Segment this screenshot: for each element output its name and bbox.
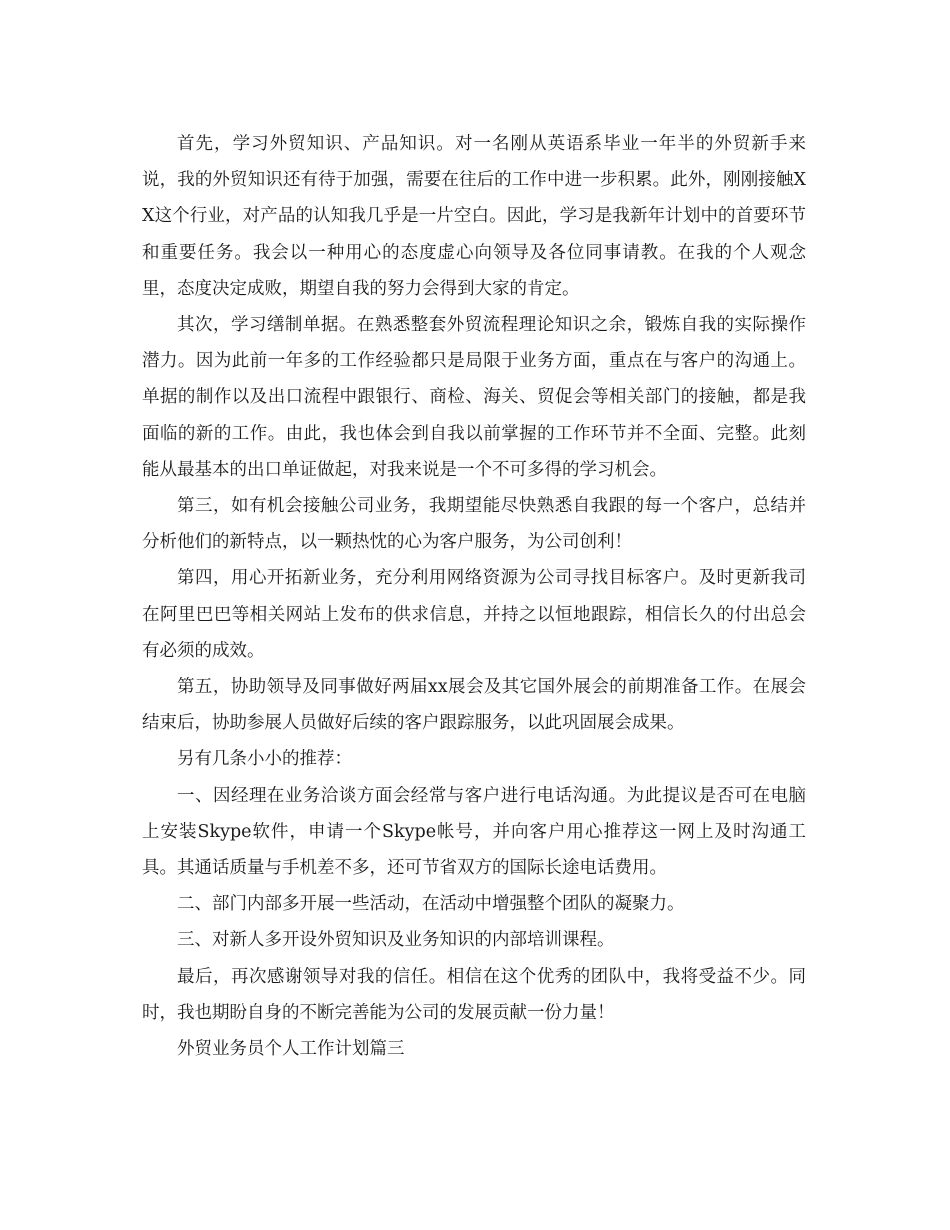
paragraph-learning-knowledge: 首先，学习外贸知识、产品知识。对一名刚从英语系毕业一年半的外贸新手来说，我的外贸知识还有待于加强，需要在往后的工作中进一步积累。此外，刚刚接触XX这个行业，对产品的认知我几乎是一片空白。因此，学习是我新年计划中的首要环节和重要任务。我会以一种用心的态度虚心向领导及各位同事请教。在我的个人观念里，态度决定成败，期望自我的努力会得到大家的肯定。 xyxy=(142,134,806,299)
paragraph-suggestion-three: 三、对新人多开设外贸知识及业务知识的内部培训课程。 xyxy=(177,930,615,951)
paragraph-suggestion-two: 二、部门内部多开展一些活动，在活动中增强整个团队的凝聚力。 xyxy=(177,894,685,915)
paragraph-client-business: 第三，如有机会接触公司业务，我期望能尽快熟悉自我跟的每一个客户，总结并分析他们的新特点，以一颗热忱的心为客户服务，为公司创利！ xyxy=(142,496,806,553)
section-heading: 外贸业务员个人工作计划篇三 xyxy=(177,1039,405,1060)
paragraph-learning-documents: 其次，学习缮制单据。在熟悉整套外贸流程理论知识之余，锻炼自我的实际操作潜力。因为此前一年多的工作经验都只是局限于业务方面，重点在与客户的沟通上。单据的制作以及出口流程中跟银行、商检、海关、贸促会等相关部门的接触，都是我面临的新的工作。由此，我也体会到自我以前掌握的工作环节并不全面、完整。此刻能从最基本的出口单证做起，对我来说是一个不可多得的学习机会。 xyxy=(142,315,806,480)
paragraph-new-business: 第四，用心开拓新业务，充分利用网络资源为公司寻找目标客户。及时更新我司在阿里巴巴等相关网站上发布的供求信息，并持之以恒地跟踪，相信长久的付出总会有必须的成效。 xyxy=(142,568,806,661)
paragraph-suggestion-one: 一、因经理在业务洽谈方面会经常与客户进行电话沟通。为此提议是否可在电脑上安装Skype软件，申请一个Skype帐号，并向客户用心推荐这一网上及时沟通工具。其通话质量与手机差不多，还可节省双方的国际长途电话费用。 xyxy=(142,785,806,879)
paragraph-suggestions-intro: 另有几条小小的推荐： xyxy=(177,749,352,770)
paragraph-closing: 最后，再次感谢领导对我的信任。相信在这个优秀的团队中，我将受益不少。同时，我也期盼自身的不断完善能为公司的发展贡献一份力量！ xyxy=(142,966,806,1023)
document-body xyxy=(142,126,806,1067)
paragraph-exhibition-support: 第五，协助领导及同事做好两届xx展会及其它国外展会的前期准备工作。在展会结束后，协助参展人员做好后续的客户跟踪服务，以此巩固展会成果。 xyxy=(142,677,806,734)
